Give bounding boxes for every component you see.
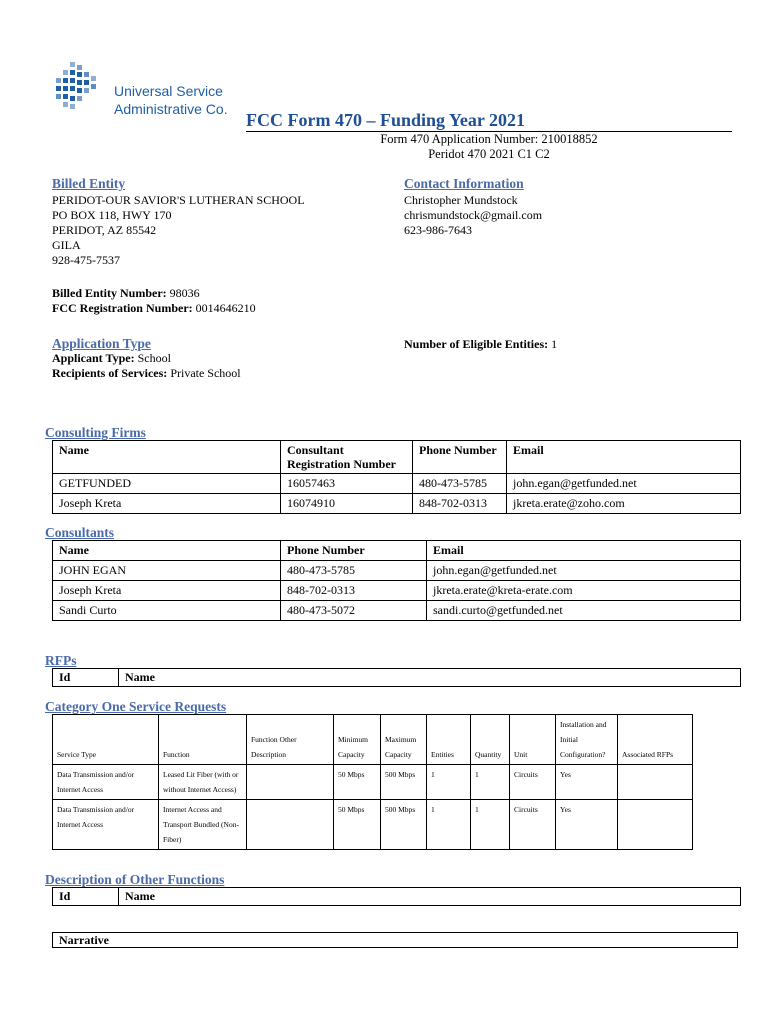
table-row xyxy=(53,494,741,514)
column-header: Associated RFPs xyxy=(618,715,693,765)
table-row xyxy=(53,474,741,494)
narrative-box xyxy=(52,932,738,948)
column-header: Function Other Description xyxy=(247,715,334,765)
consultants-table xyxy=(52,540,741,621)
column-header: Consultant Registration Number xyxy=(281,441,413,474)
column-header: Id xyxy=(53,888,119,906)
table-cell: 1 xyxy=(471,800,510,850)
fcc-registration-value: 0014646210 xyxy=(195,301,256,315)
other-functions-table xyxy=(52,887,741,906)
table-cell: Yes xyxy=(556,800,618,850)
column-header: Email xyxy=(507,441,741,474)
applicant-type-label: Applicant Type: xyxy=(52,351,135,365)
billed-entity-line: PO BOX 118, HWY 170 xyxy=(52,208,172,222)
billed-entity-number xyxy=(52,286,200,301)
usac-logo-icon xyxy=(52,62,112,114)
consulting-firms-table xyxy=(52,440,741,514)
table-cell xyxy=(618,765,693,800)
table-cell: 480-473-5785 xyxy=(413,474,507,494)
table-header-row xyxy=(53,715,693,765)
category-one-table xyxy=(52,714,693,850)
category-one-heading: Category One Service Requests xyxy=(45,699,227,714)
column-header: Entities xyxy=(427,715,471,765)
column-header: Name xyxy=(119,888,741,906)
table-cell: 500 Mbps xyxy=(381,765,427,800)
column-header: Name xyxy=(119,669,741,687)
table-cell xyxy=(247,800,334,850)
table-cell: 1 xyxy=(427,800,471,850)
column-header: Phone Number xyxy=(413,441,507,474)
billed-entity-number-label: Billed Entity Number: xyxy=(52,286,167,300)
table-header-row xyxy=(53,888,741,906)
applicant-type-value: School xyxy=(137,351,171,365)
billed-entity-heading: Billed Entity xyxy=(52,176,126,191)
consultants-heading: Consultants xyxy=(45,525,115,540)
table-cell: jkreta.erate@zoho.com xyxy=(507,494,741,514)
table-header-row xyxy=(53,541,741,561)
column-header: Phone Number xyxy=(281,541,427,561)
column-header: Unit xyxy=(510,715,556,765)
billed-entity-address xyxy=(52,193,305,268)
billed-entity-line: PERIDOT-OUR SAVIOR'S LUTHERAN SCHOOL xyxy=(52,193,305,207)
other-functions-heading: Description of Other Functions xyxy=(45,872,225,887)
rfps-heading: RFPs xyxy=(45,653,77,668)
eligible-entities xyxy=(404,337,557,352)
usac-logo xyxy=(52,62,252,117)
table-cell: 50 Mbps xyxy=(334,800,381,850)
applicant-type xyxy=(52,351,171,366)
fcc-registration-label: FCC Registration Number: xyxy=(52,301,193,315)
table-cell: Leased Lit Fiber (with or without Internet Access) xyxy=(159,765,247,800)
rfps-table xyxy=(52,668,741,687)
table-cell: 480-473-5072 xyxy=(281,601,427,621)
application-nickname: Peridot 470 2021 C1 C2 xyxy=(428,147,550,161)
column-header: Email xyxy=(427,541,741,561)
column-header: Name xyxy=(53,441,281,474)
eligible-entities-label: Number of Eligible Entities: xyxy=(404,337,549,351)
column-header: Function xyxy=(159,715,247,765)
contact-name: Christopher Mundstock xyxy=(404,193,518,207)
table-cell: 50 Mbps xyxy=(334,765,381,800)
table-cell: GETFUNDED xyxy=(53,474,281,494)
table-cell: Joseph Kreta xyxy=(53,494,281,514)
contact-email: chrismundstock@gmail.com xyxy=(404,208,543,222)
consulting-firms-heading: Consulting Firms xyxy=(45,425,146,440)
table-row xyxy=(53,765,693,800)
table-row xyxy=(53,561,741,581)
column-header: Service Type xyxy=(53,715,159,765)
column-header: Id xyxy=(53,669,119,687)
column-header: Installation and Initial Configuration? xyxy=(556,715,618,765)
table-cell: jkreta.erate@kreta-erate.com xyxy=(427,581,741,601)
contact-heading: Contact Information xyxy=(404,176,524,191)
page-title: FCC Form 470 – Funding Year 2021 xyxy=(246,110,525,130)
table-cell: 16074910 xyxy=(281,494,413,514)
table-cell: john.egan@getfunded.net xyxy=(507,474,741,494)
table-cell: 16057463 xyxy=(281,474,413,494)
table-header-row xyxy=(53,669,741,687)
narrative-label: Narrative xyxy=(59,933,109,947)
table-cell: Yes xyxy=(556,765,618,800)
table-cell: Internet Access and Transport Bundled (Non-Fiber) xyxy=(159,800,247,850)
table-cell: Sandi Curto xyxy=(53,601,281,621)
recipients-label: Recipients of Services: xyxy=(52,366,168,380)
billed-entity-line: 928-475-7537 xyxy=(52,253,120,267)
billed-entity-number-value: 98036 xyxy=(169,286,200,300)
table-cell: Data Transmission and/or Internet Access xyxy=(53,800,159,850)
logo-line1: Universal Service xyxy=(114,83,223,99)
table-row xyxy=(53,800,693,850)
table-cell: sandi.curto@getfunded.net xyxy=(427,601,741,621)
fcc-registration-number xyxy=(52,301,256,316)
contact-phone: 623-986-7643 xyxy=(404,223,472,237)
table-cell: 1 xyxy=(471,765,510,800)
table-cell: 848-702-0313 xyxy=(281,581,427,601)
billed-entity-line: PERIDOT, AZ 85542 xyxy=(52,223,157,237)
recipients-of-services xyxy=(52,366,241,381)
column-header: Minimum Capacity xyxy=(334,715,381,765)
recipients-value: Private School xyxy=(170,366,241,380)
eligible-entities-value: 1 xyxy=(551,337,558,351)
table-row xyxy=(53,581,741,601)
application-number: Form 470 Application Number: 210018852 xyxy=(380,132,598,146)
table-cell: JOHN EGAN xyxy=(53,561,281,581)
application-type-heading: Application Type xyxy=(52,336,151,351)
table-cell: Circuits xyxy=(510,800,556,850)
column-header: Name xyxy=(53,541,281,561)
table-cell: 1 xyxy=(427,765,471,800)
logo-line2: Administrative Co. xyxy=(114,101,228,117)
table-cell: 480-473-5785 xyxy=(281,561,427,581)
table-cell: Joseph Kreta xyxy=(53,581,281,601)
table-cell: 500 Mbps xyxy=(381,800,427,850)
table-cell: john.egan@getfunded.net xyxy=(427,561,741,581)
table-header-row xyxy=(53,441,741,474)
table-row xyxy=(53,601,741,621)
table-cell: 848-702-0313 xyxy=(413,494,507,514)
table-cell xyxy=(247,765,334,800)
table-cell: Circuits xyxy=(510,765,556,800)
column-header: Quantity xyxy=(471,715,510,765)
contact-info xyxy=(404,193,542,238)
table-cell xyxy=(618,800,693,850)
table-cell: Data Transmission and/or Internet Access xyxy=(53,765,159,800)
billed-entity-line: GILA xyxy=(52,238,81,252)
column-header: Maximum Capacity xyxy=(381,715,427,765)
